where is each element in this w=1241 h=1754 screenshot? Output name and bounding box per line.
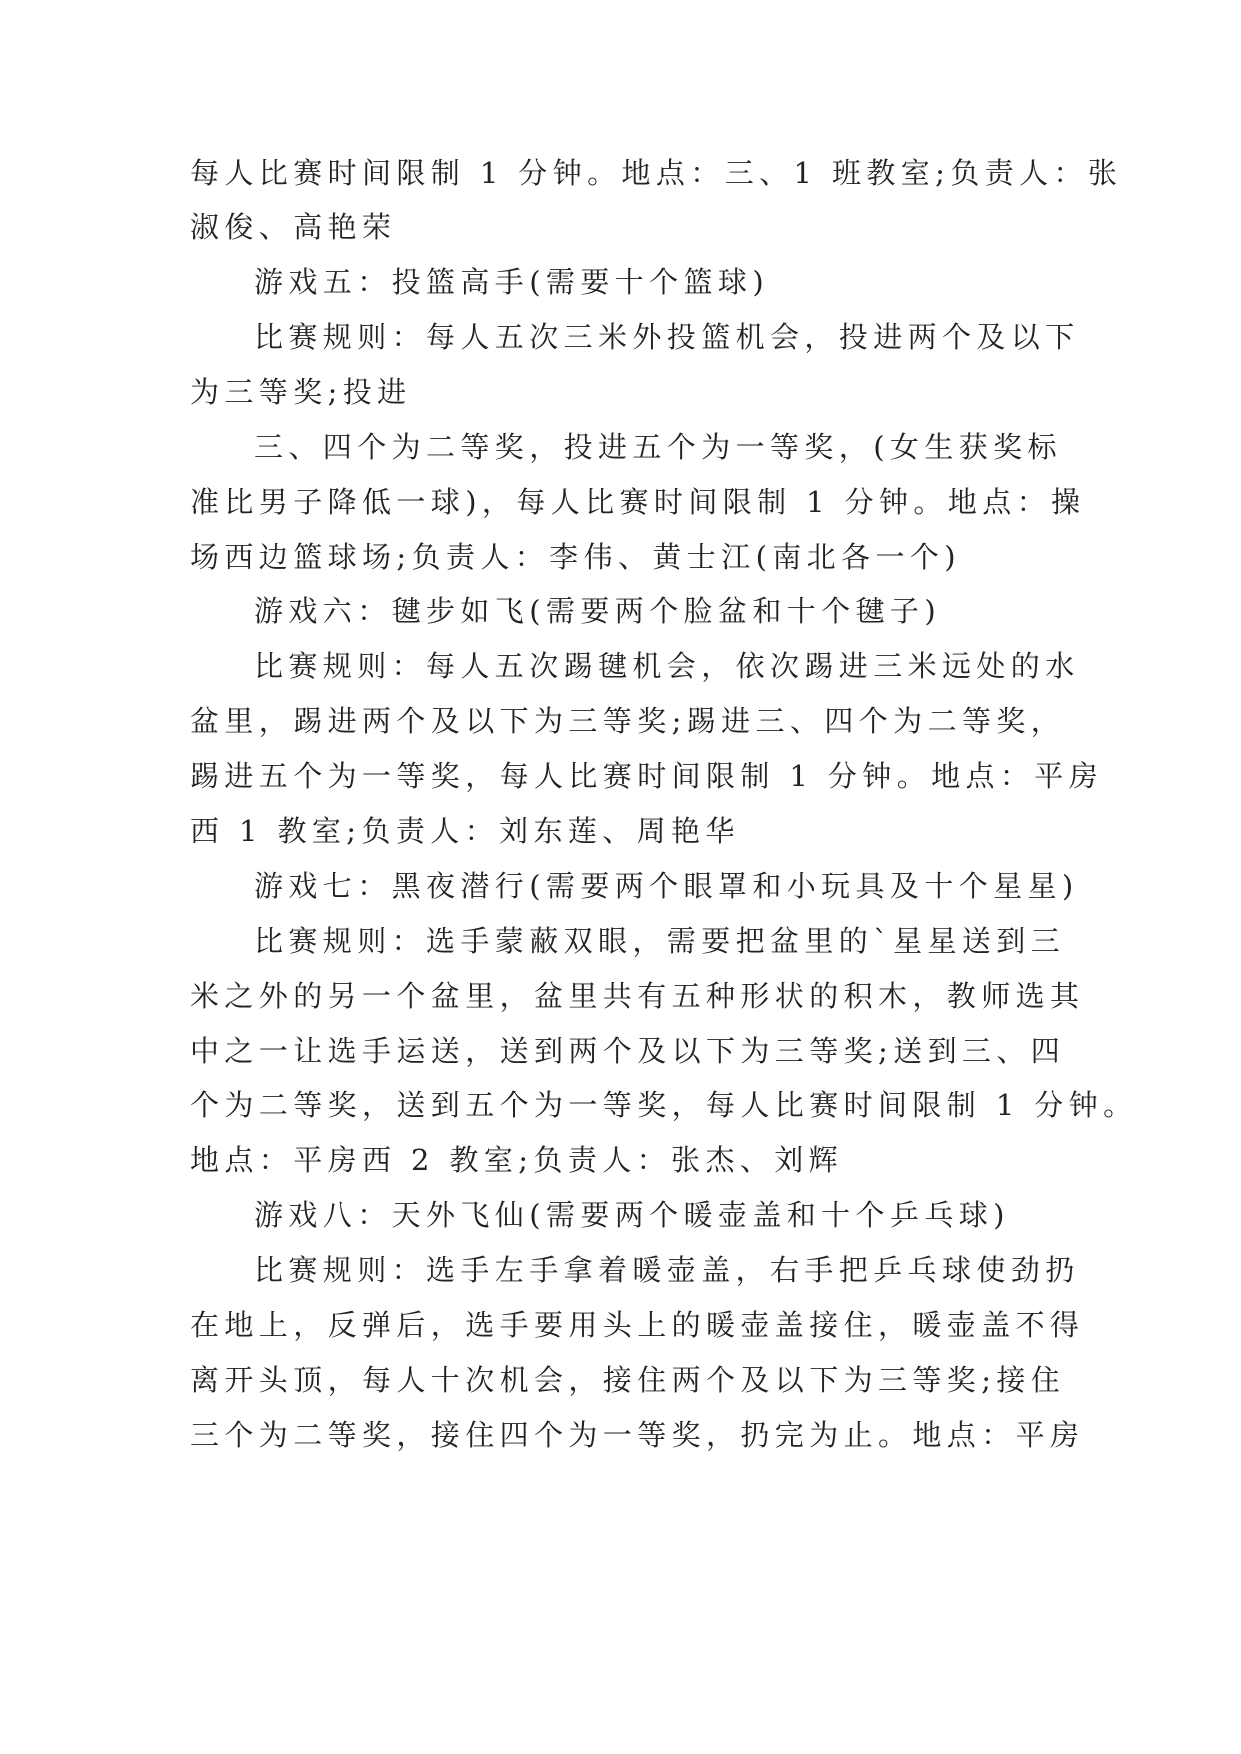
- paragraph-line: 盆里，踢进两个及以下为三等奖;踢进三、四个为二等奖，: [190, 704, 1066, 738]
- paragraph-line: 三、四个为二等奖，投进五个为一等奖，(女生获奖标: [254, 430, 1062, 464]
- paragraph-line: 准比男子降低一球)，每人比赛时间限制 1 分钟。地点：操: [190, 485, 1086, 519]
- paragraph-line: 比赛规则：每人五次踢毽机会，依次踢进三米远处的水: [254, 649, 1080, 683]
- paragraph-line: 中之一让选手运送，送到两个及以下为三等奖;送到三、四: [190, 1034, 1066, 1068]
- game-title-line: 游戏六：毽步如飞(需要两个脸盆和十个毽子): [254, 594, 942, 628]
- paragraph-line: 淑俊、高艳荣: [190, 210, 397, 244]
- paragraph-line: 离开头顶，每人十次机会，接住两个及以下为三等奖;接住: [190, 1363, 1066, 1397]
- paragraph-line: 在地上，反弹后，选手要用头上的暖壶盖接住，暖壶盖不得: [190, 1308, 1085, 1342]
- paragraph-line: 场西边篮球场;负责人：李伟、黄士江(南北各一个): [190, 540, 961, 574]
- paragraph-line: 为三等奖;投进: [190, 375, 412, 409]
- paragraph-line: 比赛规则：选手左手拿着暖壶盖，右手把乒乓球使劲扔: [254, 1253, 1080, 1287]
- paragraph-line: 踢进五个为一等奖，每人比赛时间限制 1 分钟。地点：平房: [190, 759, 1104, 793]
- paragraph-line: 个为二等奖，送到五个为一等奖，每人比赛时间限制 1 分钟。: [190, 1088, 1138, 1122]
- paragraph-line: 比赛规则：每人五次三米外投篮机会，投进两个及以下: [254, 320, 1080, 354]
- paragraph-line: 米之外的另一个盆里，盆里共有五种形状的积木，教师选其: [190, 979, 1085, 1013]
- paragraph-line: 西 1 教室;负责人：刘东莲、周艳华: [190, 814, 740, 848]
- paragraph-line: 每人比赛时间限制 1 分钟。地点：三、1 班教室;负责人：张: [190, 156, 1123, 190]
- paragraph-line: 三个为二等奖，接住四个为一等奖，扔完为止。地点：平房: [190, 1418, 1085, 1452]
- paragraph-line: 地点：平房西 2 教室;负责人：张杰、刘辉: [190, 1143, 844, 1177]
- game-title-line: 游戏五：投篮高手(需要十个篮球): [254, 265, 770, 299]
- game-title-line: 游戏七：黑夜潜行(需要两个眼罩和小玩具及十个星星): [254, 869, 1079, 903]
- paragraph-line: 比赛规则：选手蒙蔽双眼，需要把盆里的`星星送到三: [254, 924, 1066, 958]
- game-title-line: 游戏八：天外飞仙(需要两个暖壶盖和十个乒乓球): [254, 1198, 1010, 1232]
